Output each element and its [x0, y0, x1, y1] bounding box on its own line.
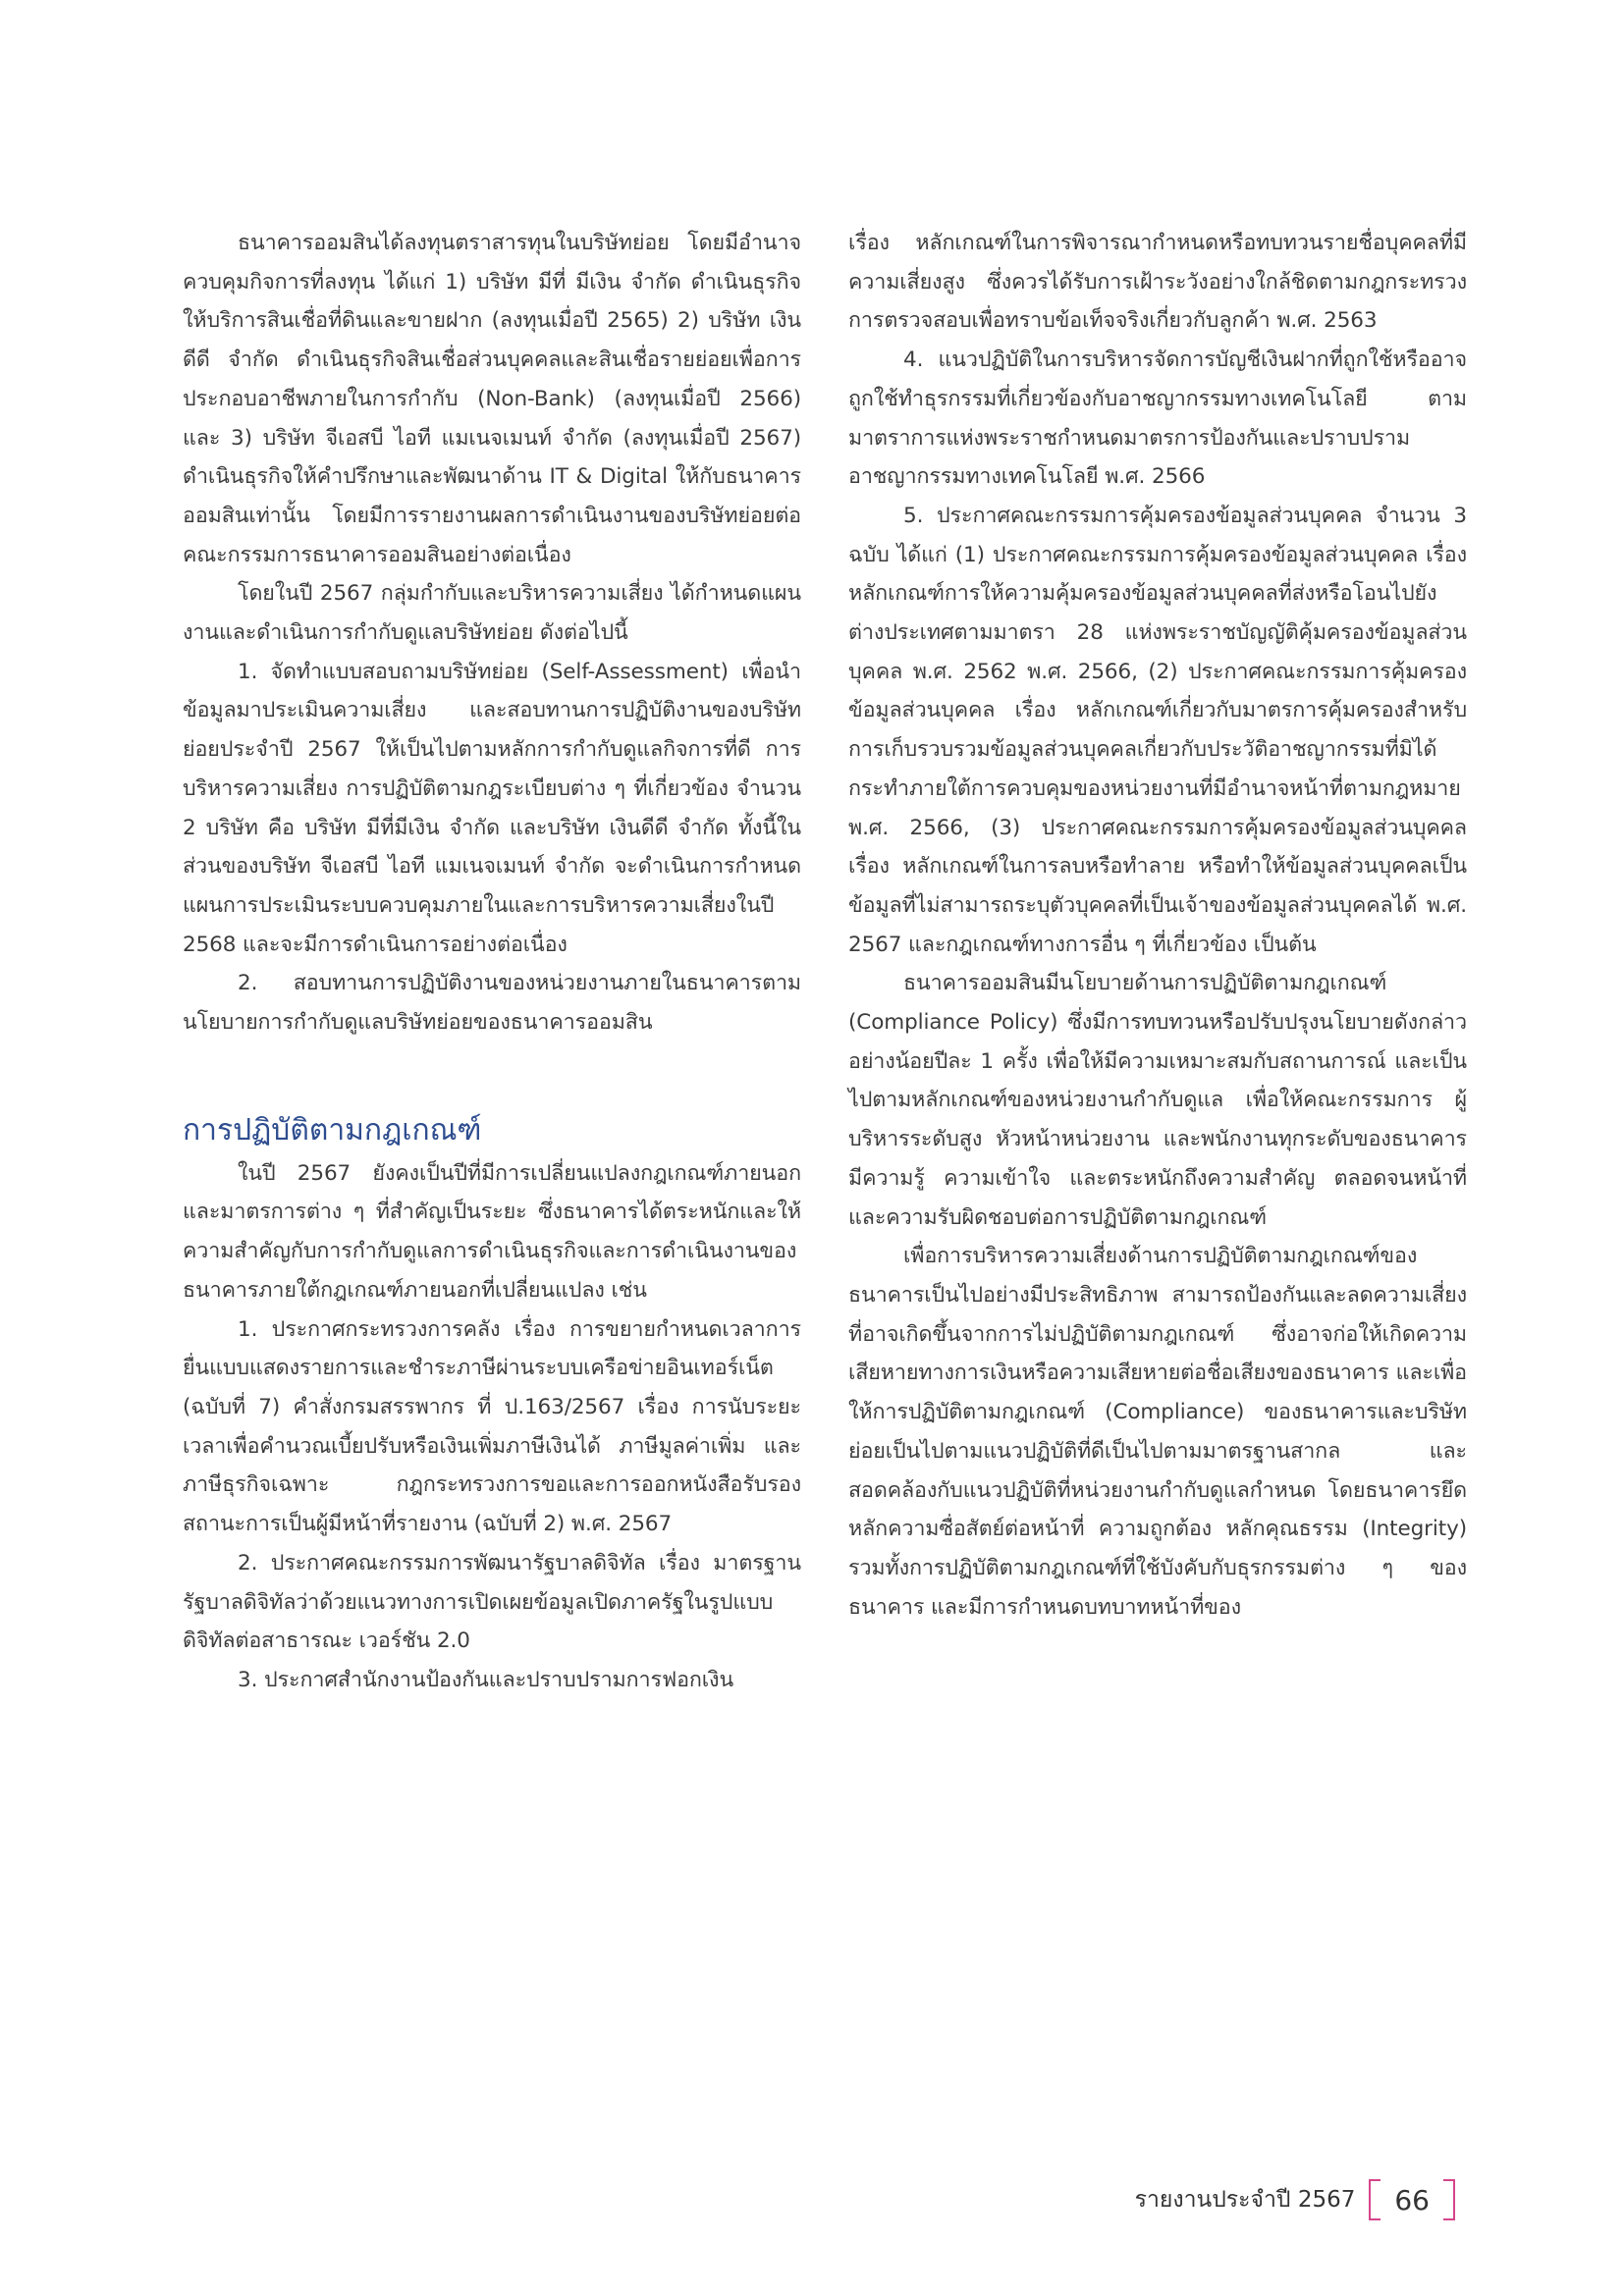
paragraph: ในปี 2567 ยังคงเป็นปีที่มีการเปลี่ยนแปลงกฎเกณฑ์ภายนอกและมาตรการต่าง ๆ ที่สำคัญเป็นระยะ ซึ่งธนาคารได้ตระหนักและให้ความสำคัญกับการกำกับดูแลการดำเนินธุรกิจและการดำเนินงานของธนาคารภายใต้กฎเกณฑ์ภายนอกที่เปลี่ยนแปลง เช่น — [183, 1160, 801, 1303]
paragraph: 1. จัดทำแบบสอบถามบริษัทย่อย (Self-Assessment) เพื่อนำข้อมูลมาประเมินความเสี่ยง และสอบทานการปฏิบัติงานของบริษัทย่อยประจำปี 2567 ให้เป็นไปตามหลักการกำกับดูแลกิจการที่ดี การบริหารความเสี่ยง การปฏิบัติตามกฎระเบียบต่าง ๆ ที่เกี่ยวข้อง จำนวน 2 บริษัท คือ บริษัท มีที่มีเงิน จำกัด และบริษัท เงินดีดี จำกัด ทั้งนี้ในส่วนของบริษัท จีเอสบี ไอที แมเนจเมนท์ จำกัด จะดำเนินการกำหนดแผนการประเมินระบบควบคุมภายในและการบริหารความเสี่ยงในปี 2568 และจะมีการดำเนินการอย่างต่อเนื่อง — [183, 659, 801, 957]
paragraph: 4. แนวปฏิบัติในการบริหารจัดการบัญชีเงินฝากที่ถูกใช้หรืออาจถูกใช้ทำธุรกรรมที่เกี่ยวข้องกับอาชญากรรมทางเทคโนโลยี ตามมาตราการแห่งพระราชกำหนดมาตรการป้องกันและปราบปรามอาชญากรรมทางเทคโนโลยี พ.ศ. 2566 — [848, 347, 1467, 490]
paragraph: โดยในปี 2567 กลุ่มกำกับและบริหารความเสี่ยง ได้กำหนดแผนงานและดำเนินการกำกับดูแลบริษัทย่อย ดังต่อไปนี้ — [183, 581, 801, 646]
footer-report-label: รายงานประจำปี 2567 — [1134, 2187, 1356, 2213]
section-title-compliance: การปฏิบัติตามกฎเกณฑ์ — [183, 1112, 482, 1148]
page-footer — [1135, 2179, 1455, 2220]
page-number: 66 — [1394, 2183, 1430, 2216]
paragraph: 2. ประกาศคณะกรรมการพัฒนารัฐบาลดิจิทัล เรื่อง มาตรฐานรัฐบาลดิจิทัลว่าด้วยแนวทางการเปิดเผยข้อมูลเปิดภาครัฐในรูปแบบดิจิทัลต่อสาธารณะ เวอร์ชัน 2.0 — [183, 1550, 801, 1654]
left-column — [183, 224, 801, 1700]
right-bracket-decoration — [1443, 2179, 1455, 2220]
paragraph: 3. ประกาศสำนักงานป้องกันและปราบปรามการฟอกเงิน — [238, 1667, 734, 1692]
right-column — [848, 224, 1467, 1627]
paragraph: ธนาคารออมสินมีนโยบายด้านการปฏิบัติตามกฎเกณฑ์ (Compliance Policy) ซึ่งมีการทบทวนหรือปรับปรุงนโยบายดังกล่าวอย่างน้อยปีละ 1 ครั้ง เพื่อให้มีความเหมาะสมกับสถานการณ์ และเป็นไปตามหลักเกณฑ์ของหน่วยงานกำกับดูแล เพื่อให้คณะกรรมการ ผู้บริหารระดับสูง หัวหน้าหน่วยงาน และพนักงานทุกระดับของธนาคาร มีความรู้ ความเข้าใจ และตระหนักถึงความสำคัญ ตลอดจนหน้าที่และความรับผิดชอบต่อการปฏิบัติตามกฎเกณฑ์ — [848, 971, 1467, 1230]
paragraph-continued: เรื่อง หลักเกณฑ์ในการพิจารณากำหนดหรือทบทวนรายชื่อบุคคลที่มีความเสี่ยงสูง ซึ่งควรได้รับการเฝ้าระวังอย่างใกล้ชิดตามกฎกระทรวงการตรวจสอบเพื่อทราบข้อเท็จจริงเกี่ยวกับลูกค้า พ.ศ. 2563 — [848, 231, 1467, 334]
left-bracket-decoration — [1369, 2179, 1380, 2220]
paragraph: 2. สอบทานการปฏิบัติงานของหน่วยงานภายในธนาคารตามนโยบายการกำกับดูแลบริษัทย่อยของธนาคารออมสิน — [183, 971, 801, 1036]
paragraph: 5. ประกาศคณะกรรมการคุ้มครองข้อมูลส่วนบุคคล จำนวน 3 ฉบับ ได้แก่ (1) ประกาศคณะกรรมการคุ้มครองข้อมูลส่วนบุคคล เรื่อง หลักเกณฑ์การให้ความคุ้มครองข้อมูลส่วนบุคคลที่ส่งหรือโอนไปยังต่างประเทศตามมาตรา 28 แห่งพระราชบัญญัติคุ้มครองข้อมูลส่วนบุคคล พ.ศ. 2562 พ.ศ. 2566, (2) ประกาศคณะกรรมการคุ้มครองข้อมูลส่วนบุคคล เรื่อง หลักเกณฑ์เกี่ยวกับมาตรการคุ้มครองสำหรับการเก็บรวบรวมข้อมูลส่วนบุคคลเกี่ยวกับประวัติอาชญากรรมที่มิได้กระทำภายใต้การควบคุมของหน่วยงานที่มีอำนาจหน้าที่ตามกฎหมาย พ.ศ. 2566, (3) ประกาศคณะกรรมการคุ้มครองข้อมูลส่วนบุคคล เรื่อง หลักเกณฑ์ในการลบหรือทำลาย หรือทำให้ข้อมูลส่วนบุคคลเป็นข้อมูลที่ไม่สามารถระบุตัวบุคคลที่เป็นเจ้าของข้อมูลส่วนบุคคลได้ พ.ศ. 2567 และกฎเกณฑ์ทางการอื่น ๆ ที่เกี่ยวข้อง เป็นต้น — [848, 503, 1467, 957]
paragraph: ธนาคารออมสินได้ลงทุนตราสารทุนในบริษัทย่อย โดยมีอำนาจควบคุมกิจการที่ลงทุน ได้แก่ 1) บริษัท มีที่ มีเงิน จำกัด ดำเนินธุรกิจให้บริการสินเชื่อที่ดินและขายฝาก (ลงทุนเมื่อปี 2565) 2) บริษัท เงินดีดี จำกัด ดำเนินธุรกิจสินเชื่อส่วนบุคคลและสินเชื่อรายย่อยเพื่อการประกอบอาชีพภายในการกำกับ (Non-Bank) (ลงทุนเมื่อปี 2566) และ 3) บริษัท จีเอสบี ไอที แมเนจเมนท์ จำกัด (ลงทุนเมื่อปี 2567) ดำเนินธุรกิจให้คำปรึกษาและพัฒนาด้าน IT & Digital ให้กับธนาคารออมสินเท่านั้น โดยมีการรายงานผลการดำเนินงานของบริษัทย่อยต่อคณะกรรมการธนาคารออมสินอย่างต่อเนื่อง — [183, 231, 801, 567]
paragraph: เพื่อการบริหารความเสี่ยงด้านการปฏิบัติตามกฎเกณฑ์ของธนาคารเป็นไปอย่างมีประสิทธิภาพ สามารถป้องกันและลดความเสี่ยงที่อาจเกิดขึ้นจากการไม่ปฏิบัติตามกฎเกณฑ์ ซึ่งอาจก่อให้เกิดความเสียหายทางการเงินหรือความเสียหายต่อชื่อเสียงของธนาคาร และเพื่อให้การปฏิบัติตามกฎเกณฑ์ (Compliance) ของธนาคารและบริษัทย่อยเป็นไปตามแนวปฏิบัติที่ดีเป็นไปตามมาตรฐานสากล และสอดคล้องกับแนวปฏิบัติที่หน่วยงานกำกับดูแลกำหนด โดยธนาคารยึดหลักความซื่อสัตย์ต่อหน้าที่ ความถูกต้อง หลักคุณธรรม (Integrity) รวมทั้งการปฏิบัติตามกฎเกณฑ์ที่ใช้บังคับกับธุรกรรมต่าง ๆ ของธนาคาร และมีการกำหนดบทบาทหน้าที่ของ — [848, 1244, 1467, 1620]
paragraph: 1. ประกาศกระทรวงการคลัง เรื่อง การขยายกำหนดเวลาการยื่นแบบแสดงรายการและชำระภาษีผ่านระบบเครือข่ายอินเทอร์เน็ต (ฉบับที่ 7) คำสั่งกรมสรรพากร ที่ ป.163/2567 เรื่อง การนับระยะเวลาเพื่อคำนวณเบี้ยปรับหรือเงินเพิ่มภาษีเงินได้ ภาษีมูลค่าเพิ่ม และภาษีธุรกิจเฉพาะ กฎกระทรวงการขอและการออกหนังสือรับรองสถานะการเป็นผู้มีหน้าที่รายงาน (ฉบับที่ 2) พ.ศ. 2567 — [183, 1316, 801, 1537]
